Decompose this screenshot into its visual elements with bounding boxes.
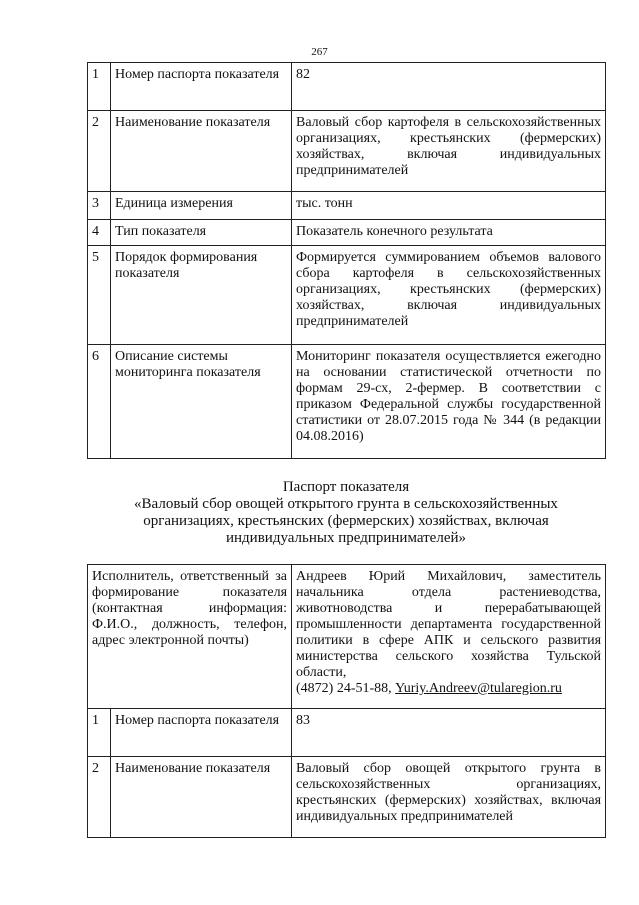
row-value: тыс. тонн [292,192,606,220]
table-row [88,111,606,192]
table-row [88,757,606,838]
row-value: Валовый сбор картофеля в сельскохозяйственных организациях, крестьянских (фермерских) хозяйствах, включая индивидуальных предпринимателей [292,111,606,192]
row-number: 4 [88,220,111,246]
row-number: 2 [88,111,111,192]
row-number: 3 [88,192,111,220]
table-row [88,220,606,246]
row-number: 1 [88,63,111,111]
table-row [88,709,606,757]
indicator-82-table [87,62,606,459]
executor-value [292,565,606,709]
row-label: Тип показателя [111,220,292,246]
passport-heading [87,479,605,547]
passport-title: Паспорт показателя [282,479,410,495]
executor-row [88,565,606,709]
row-label: Описание системы мониторинга показателя [111,345,292,459]
row-label: Номер паспорта показателя [111,63,292,111]
row-value: Показатель конечного результата [292,220,606,246]
row-label: Наименование показателя [111,757,292,838]
row-label: Наименование показателя [111,111,292,192]
row-number: 1 [88,709,111,757]
row-value: 83 [292,709,606,757]
row-value: 82 [292,63,606,111]
row-number: 6 [88,345,111,459]
executor-label: Исполнитель, ответственный за формирование показателя (контактная информация: Ф.И.О., должность, телефон, адрес электронной почты) [88,565,292,709]
executor-email-link[interactable]: Yuriy.Andreev@tularegion.ru [395,681,562,696]
table-row [88,246,606,345]
passport-subtitle-line: организациях, крестьянских (фермерских) хозяйствах, включая [143,513,549,529]
executor-description: Андреев Юрий Михайлович, заместитель начальника отдела растениеводства, животноводства и перерабатывающей промышленности департамента государственной политики в сфере АПК и сельского развития министерства сельского хозяйства Тульской области, [296,569,602,680]
table-row [88,63,606,111]
row-label: Номер паспорта показателя [111,709,292,757]
passport-subtitle-line: «Валовый сбор овощей открытого грунта в сельскохозяйственных [134,496,558,512]
row-number: 5 [88,246,111,345]
table-row [88,192,606,220]
row-value: Формируется суммированием объемов валового сбора картофеля в сельскохозяйственных организациях, крестьянских (фермерских) хозяйствах, включая индивидуальных предпринимателей [292,246,606,345]
passport-subtitle-line: индивидуальных предпринимателей» [226,530,466,546]
executor-phone: (4872) 24-51-88, [296,681,396,696]
row-label: Порядок формирования показателя [111,246,292,345]
table-row [88,345,606,459]
row-value: Валовый сбор овощей открытого грунта в сельскохозяйственных организациях, крестьянских (фермерских) хозяйствах, включая индивидуальных предпринимателей [292,757,606,838]
indicator-83-table [87,564,606,838]
row-label: Единица измерения [111,192,292,220]
page-number: 267 [311,46,328,58]
row-number: 2 [88,757,111,838]
row-value: Мониторинг показателя осуществляется ежегодно на основании статистической отчетности по формам 29-сх, 2-фермер. В соответствии с приказом Федеральной службы государственной статистики от 28.07.2015 года № 344 (в редакции 04.08.2016) [292,345,606,459]
